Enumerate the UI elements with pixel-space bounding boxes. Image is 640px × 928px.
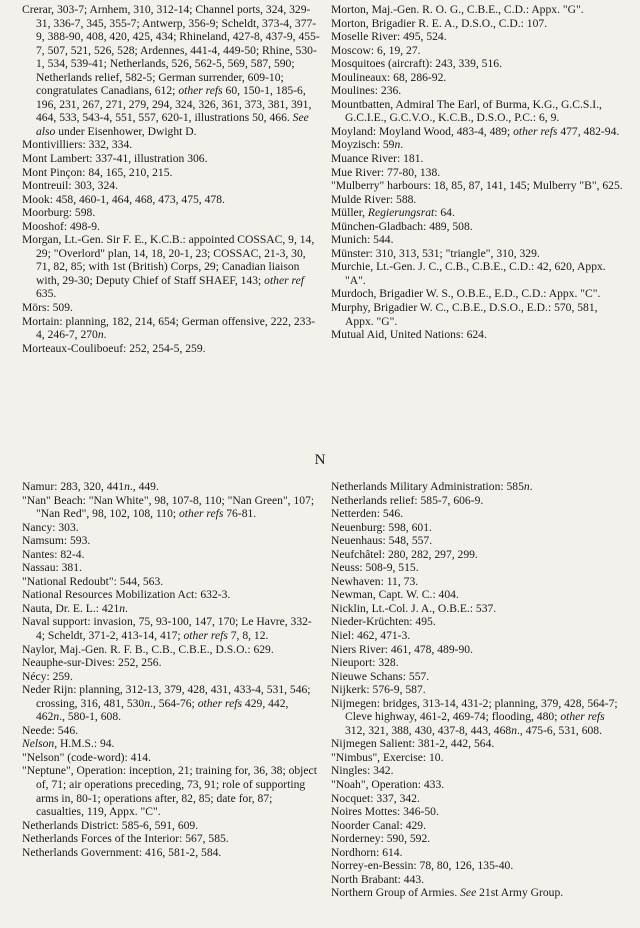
index-column-top-left xyxy=(22,3,320,355)
index-entry: Morgan, Lt.-Gen. Sir F. E., K.C.B.: appointed COSSAC, 9, 14, 29; "Overlord" plan, 14, 18, 20-1, 23; COSSAC, 21-3, 30, 71, 82, 85; with 1st (British) Corps, 29; Canadian liaison with, 29-30; Deputy Chief of Staff SHAEF, 143; other ref 635. xyxy=(22,233,315,301)
index-entry: Moscow: 6, 19, 27. xyxy=(331,43,421,57)
index-entry: Nantes: 82-4. xyxy=(22,547,85,561)
index-entry: Nieder-Krüchten: 495. xyxy=(331,615,436,629)
index-entry: Mont Lambert: 337-41, illustration 306. xyxy=(22,152,208,166)
index-entry: Moselle River: 495, 524. xyxy=(331,30,447,44)
index-entry: Murchie, Lt.-Gen. J. C., C.B., C.B.E., C.D.: 42, 620, Appx. "A". xyxy=(331,260,606,287)
index-entry: Moorburg: 598. xyxy=(22,206,96,220)
index-entry: North Brabant: 443. xyxy=(331,872,425,886)
index-entry: Moulines: 236. xyxy=(331,84,402,98)
index-entry: Nijmegen: bridges, 313-14, 431-2; planning, 379, 428, 564-7; Cleve highway, 461-2, 469-74; flooding, 480; other refs 312, 321, 388, 430, 437-8, 443, 468n., 475-6, 531, 608. xyxy=(331,696,618,737)
index-entry: Mortain: planning, 182, 214, 654; German offensive, 222, 233-4, 246-7, 270n. xyxy=(22,314,316,342)
index-entry: Naval support: invasion, 75, 93-100, 147, 170; Le Havre, 332-4; Scheldt, 371-2, 413-14, 417; other refs 7, 8, 12. xyxy=(22,615,312,643)
index-entry: Morton, Maj.-Gen. R. O. G., C.B.E., C.D.: Appx. "G". xyxy=(331,3,584,16)
index-entry: "Nan" Beach: "Nan White", 98, 107-8, 110; "Nan Green", 107; "Nan Red", 98, 102, 108, 110; other refs 76-81. xyxy=(22,493,315,521)
index-entry: Nieuport: 328. xyxy=(331,656,399,670)
index-entry: Müller, Regierungsrat: 64. xyxy=(331,206,455,220)
index-entry: Crerar, 303-7; Arnhem, 310, 312-14; Channel ports, 324, 329-31, 336-7, 345, 355-7; Antwerp, 356-9; Scheldt, 373-4, 377-9, 388-90, 408, 420, 425, 434; Rhineland, 427-8, 437-9, 455-7, 507, 521, 526, 528; Ardennes, 441-4, 449-50; Rhine, 530-1, 534, 539-41; Netherlands, 526, 562-5, 569, 587, 590; Netherlands relief, 582-5; German surrender, 609-10; congratulates Canadians, 612; other refs 60, 150-1, 185-6, 196, 231, 267, 271, 279, 294, 324, 326, 361, 373, 381, 391, 464, 533, 543-4, 551, 557, 620-1, illustrations 50, 466. See also under Eisenhower, Dwight D. xyxy=(22,3,320,138)
index-entry: Neuenhaus: 548, 557. xyxy=(331,534,433,548)
index-entry: Neauphe-sur-Dives: 252, 256. xyxy=(22,656,162,670)
index-entry: Neder Rijn: planning, 312-13, 379, 428, 431, 433-4, 531, 546; crossing, 316, 481, 530n., 564-76; other refs 429, 442, 462n., 580-1, 608. xyxy=(22,683,311,724)
index-entry: Münster: 310, 313, 531; "triangle", 310, 329. xyxy=(331,246,540,260)
index-entry: Morton, Brigadier R. E. A., D.S.O., C.D.: 107. xyxy=(331,16,548,30)
index-entry: Netherlands relief: 585-7, 606-9. xyxy=(331,493,484,507)
index-entry: Nancy: 303. xyxy=(22,520,79,534)
index-entry: Muance River: 181. xyxy=(331,152,424,166)
index-entry: Netherlands Military Administration: 585n. xyxy=(331,480,533,493)
index-entry: Norderney: 590, 592. xyxy=(331,832,431,846)
index-entry: München-Gladbach: 489, 508. xyxy=(331,219,473,233)
index-entry: Nieuwe Schans: 557. xyxy=(331,669,430,683)
index-entry: "Nelson" (code-word): 414. xyxy=(22,750,151,764)
index-entry: Moyzisch: 59n. xyxy=(331,138,404,152)
index-entry: "Noah", Operation: 433. xyxy=(331,778,445,792)
index-entry: Mont Pinçon: 84, 165, 210, 215. xyxy=(22,165,173,179)
index-entry: Namur: 283, 320, 441n., 449. xyxy=(22,480,159,493)
index-entry: Moulineaux: 68, 286-92. xyxy=(331,70,447,84)
index-entry: Mosquitoes (aircraft): 243, 339, 516. xyxy=(331,57,502,71)
index-entry: Nijmegen Salient: 381-2, 442, 564. xyxy=(331,737,495,751)
index-entry: Munich: 544. xyxy=(331,233,394,247)
index-entry: Netterden: 546. xyxy=(331,507,404,521)
index-entry: Mörs: 509. xyxy=(22,301,73,315)
index-entry: Newhaven: 11, 73. xyxy=(331,574,419,588)
index-entry: Noires Mottes: 346-50. xyxy=(331,805,439,819)
index-entry: Nécy: 259. xyxy=(22,669,73,683)
index-entry: Murphy, Brigadier W. C., C.B.E., D.S.O., E.D.: 570, 581, Appx. "G". xyxy=(331,301,598,328)
index-entry: Mutual Aid, United Nations: 624. xyxy=(331,328,487,342)
index-entry: Norrey-en-Bessin: 78, 80, 126, 135-40. xyxy=(331,859,514,873)
index-entry: National Resources Mobilization Act: 632-3. xyxy=(22,588,231,602)
index-entry: "Neptune", Operation: inception, 21; training for, 36, 38; object of, 71; air operations preceding, 73, 91; role of supporting arms in, 80-1; operations after, 82, 85; date for, 87; casualties, 119, Appx. "C". xyxy=(22,764,317,819)
index-entry: Nocquet: 337, 342. xyxy=(331,791,420,805)
index-entry: Northern Group of Armies. See 21st Army Group. xyxy=(331,886,564,900)
index-entry: Nijkerk: 576-9, 587. xyxy=(331,683,426,697)
index-entry: Neede: 546. xyxy=(22,723,79,737)
index-entry: Mue River: 77-80, 138. xyxy=(331,165,441,179)
index-entry: Nassau: 381. xyxy=(22,561,82,575)
index-entry: Mook: 458, 460-1, 464, 468, 473, 475, 478. xyxy=(22,192,225,206)
index-entry: "Mulberry" harbours: 18, 85, 87, 141, 145; Mulberry "B", 625. xyxy=(331,179,623,193)
index-entry: Moyland: Moyland Wood, 483-4, 489; other refs 477, 482-94. xyxy=(331,124,620,138)
index-entry: Nicklin, Lt.-Col. J. A., O.B.E.: 537. xyxy=(331,601,497,615)
index-entry: Mooshof: 498-9. xyxy=(22,219,100,233)
index-entry: "Nimbus", Exercise: 10. xyxy=(331,750,444,764)
index-entry: Noorder Canal: 429. xyxy=(331,818,426,832)
index-entry: Niel: 462, 471-3. xyxy=(331,629,411,643)
index-entry: Newman, Capt. W. C.: 404. xyxy=(331,588,459,602)
index-entry: Nordhorn: 614. xyxy=(331,845,403,859)
index-column-bottom-left xyxy=(22,480,320,859)
index-entry: Neuenburg: 598, 601. xyxy=(331,520,432,534)
section-letter: N xyxy=(314,452,326,468)
index-entry: Montreuil: 303, 324. xyxy=(22,179,118,193)
index-entry: Nelson, H.M.S.: 94. xyxy=(22,737,115,751)
index-column-top-right xyxy=(331,3,627,342)
index-entry: Montivilliers: 332, 334. xyxy=(22,138,133,152)
index-entry: Netherlands District: 585-6, 591, 609. xyxy=(22,818,199,832)
index-entry: Neufchâtel: 280, 282, 297, 299. xyxy=(331,547,478,561)
index-entry: Nauta, Dr. E. L.: 421n. xyxy=(22,601,128,615)
index-entry: Morteaux-Couliboeuf: 252, 254-5, 259. xyxy=(22,341,206,355)
index-entry: Ningles: 342. xyxy=(331,764,394,778)
index-column-bottom-right xyxy=(331,480,627,900)
index-entry: Neuss: 508-9, 515. xyxy=(331,561,419,575)
index-entry: Mulde River: 588. xyxy=(331,192,417,206)
index-entry: Netherlands Government: 416, 581-2, 584. xyxy=(22,845,222,859)
index-entry: Netherlands Forces of the Interior: 567, 585. xyxy=(22,832,229,846)
index-entry: Namsum: 593. xyxy=(22,534,91,548)
index-entry: Naylor, Maj.-Gen. R. F. B., C.B., C.B.E., D.S.O.: 629. xyxy=(22,642,274,656)
index-entry: Niers River: 461, 478, 489-90. xyxy=(331,642,474,656)
index-entry: Mountbatten, Admiral The Earl, of Burma, K.G., G.C.S.I., G.C.I.E., G.C.V.O., K.C.B., D.S.O., P.C.: 6, 9. xyxy=(331,97,602,125)
index-entry: Murdoch, Brigadier W. S., O.B.E., E.D., C.D.: Appx. "C". xyxy=(331,287,601,301)
index-entry: "National Redoubt": 544, 563. xyxy=(22,574,164,588)
